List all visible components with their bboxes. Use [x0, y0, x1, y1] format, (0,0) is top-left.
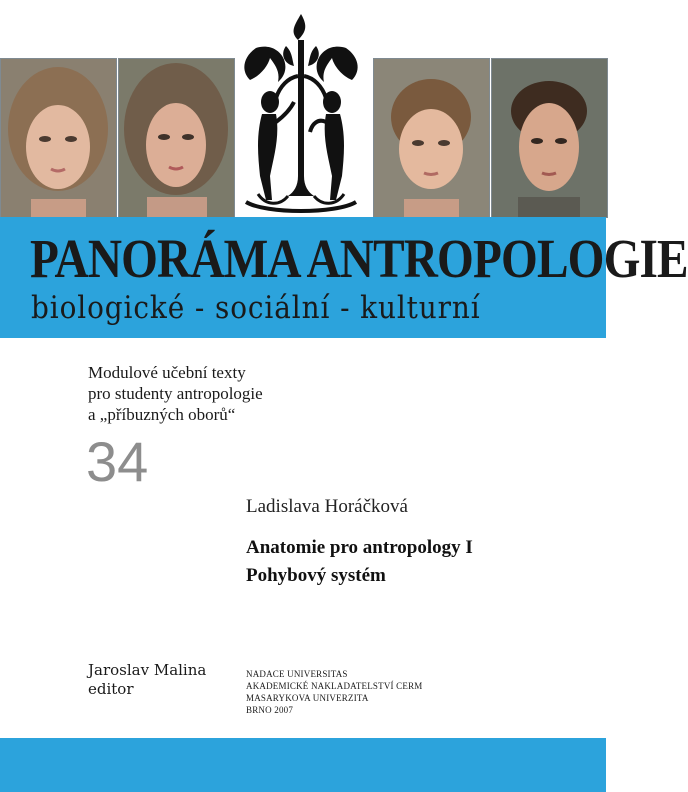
- author-name: Ladislava Horáčková: [246, 496, 408, 517]
- series-subtitle: biologické - sociální - kulturní: [31, 290, 481, 326]
- editor-role: editor: [88, 680, 134, 698]
- portrait-young-man: [491, 58, 608, 218]
- editor-block: [88, 661, 206, 699]
- book-title-line: Anatomie pro antropology I: [246, 537, 473, 558]
- tree-of-life-logo: [236, 6, 366, 216]
- footer-band: [0, 738, 606, 792]
- series-title: PANORÁMA ANTROPOLOGIE: [30, 228, 688, 289]
- module-description-line: Modulové učební texty: [88, 363, 246, 382]
- publisher-block: [246, 668, 423, 716]
- portrait-girl: [0, 58, 117, 218]
- book-title-line: Pohybový systém: [246, 565, 386, 586]
- portrait-young-woman: [118, 58, 235, 218]
- module-description-line: pro studenty antropologie: [88, 384, 263, 403]
- book-title: [246, 534, 473, 590]
- volume-number: 34: [86, 430, 149, 493]
- editor-name: Jaroslav Malina: [88, 661, 207, 679]
- portrait-boy: [373, 58, 490, 218]
- publisher-line: MASARYKOVA UNIVERZITA: [246, 693, 369, 703]
- publisher-line: NADACE UNIVERSITAS: [246, 669, 348, 679]
- module-description-line: a „příbuzných oborů“: [88, 405, 236, 424]
- module-description: [88, 362, 263, 425]
- publisher-line: AKADEMICKÉ NAKLADATELSTVÍ CERM: [246, 681, 423, 691]
- publisher-line: BRNO 2007: [246, 705, 294, 715]
